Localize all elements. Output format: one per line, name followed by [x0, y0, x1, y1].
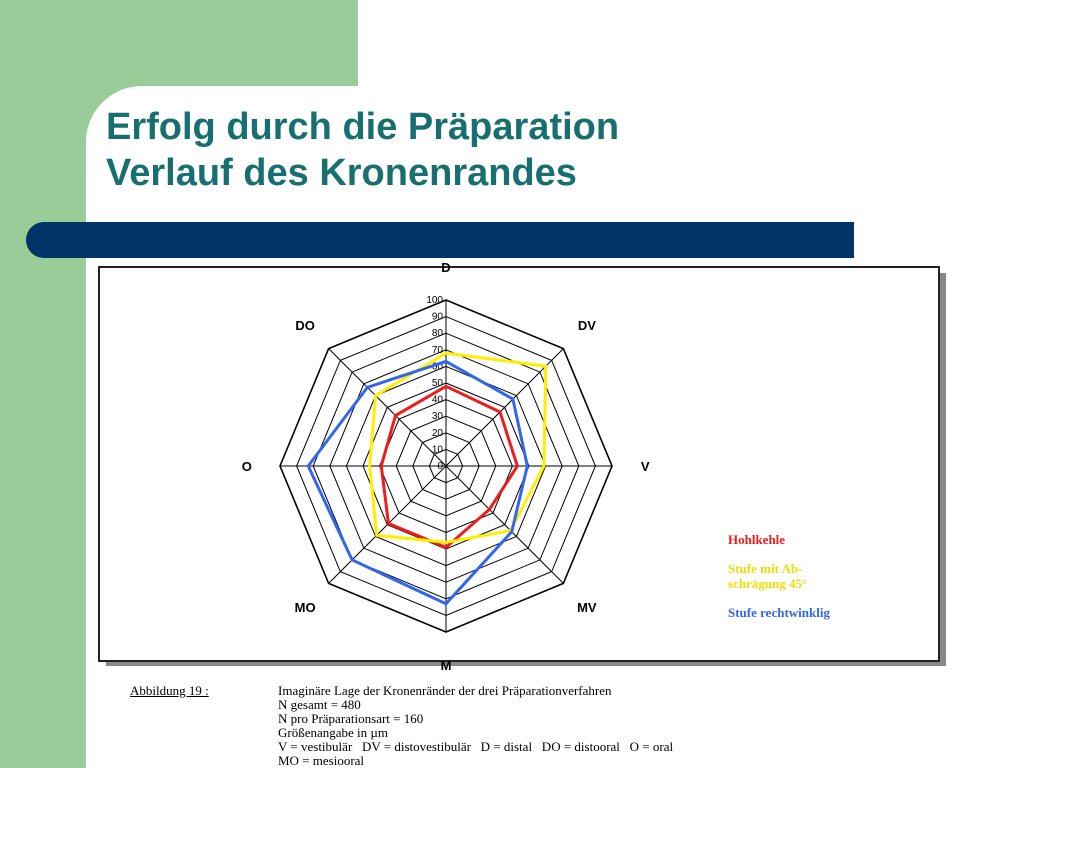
legend-stufe-abschraegung-line1: Stufe mit Ab- — [728, 561, 803, 576]
axis-label: O — [241, 459, 252, 474]
axis-label: M — [440, 658, 452, 674]
caption-line: V = vestibulär DV = distovestibulär D = distal DO = distooral O = oral — [278, 739, 674, 754]
tick-label: 70 — [431, 344, 443, 356]
tick-label: 40 — [431, 394, 443, 406]
tick-label: 10 — [431, 444, 443, 456]
caption-line: Größenangabe in µm — [278, 725, 389, 740]
axis-label: DO — [295, 318, 315, 334]
legend-stufe-abschraegung-line2: schrägung 45° — [728, 576, 808, 591]
caption-line: N pro Präparationsart = 160 — [278, 711, 424, 726]
legend-hohlkehle: Hohlkehle — [728, 532, 786, 547]
title-underline-bar — [26, 222, 854, 258]
caption-label: Abbildung 19 : — [130, 683, 209, 698]
slide-title — [106, 104, 619, 196]
tick-label: 20 — [431, 427, 443, 439]
axis-label: V — [640, 459, 650, 474]
axis-label: DV — [577, 318, 596, 334]
tick-label: 80 — [431, 328, 443, 340]
title-line-2: Verlauf des Kronenrandes — [106, 152, 577, 194]
chart-legend — [728, 532, 830, 634]
title-line-1: Erfolg durch die Präparation — [106, 106, 620, 148]
tick-label: 100 — [426, 295, 443, 306]
series-line — [370, 353, 546, 542]
tick-label: 30 — [431, 411, 443, 423]
axis-label: MO — [294, 599, 316, 615]
figure-frame — [98, 259, 940, 674]
tick-label: 60 — [431, 361, 443, 373]
tick-label: 90 — [431, 311, 443, 323]
series-line — [381, 386, 517, 547]
legend-stufe-abschraegung — [728, 561, 830, 591]
caption-lines — [278, 698, 673, 768]
legend-stufe-rechtwinklig: Stufe rechtwinklig — [728, 605, 830, 620]
tick-label: 50 — [431, 378, 443, 389]
caption-head — [130, 684, 673, 698]
figure-caption — [130, 684, 673, 768]
axis-label: MV — [577, 599, 597, 615]
axis-label: D — [441, 259, 451, 275]
caption-line: MO = mesiooral — [278, 753, 365, 768]
caption-line: N gesamt = 480 — [278, 697, 361, 712]
tick-label: 0 — [437, 461, 443, 472]
caption-text: Imaginäre Lage der Kronenränder der drei Präparationverfahren — [278, 683, 612, 698]
